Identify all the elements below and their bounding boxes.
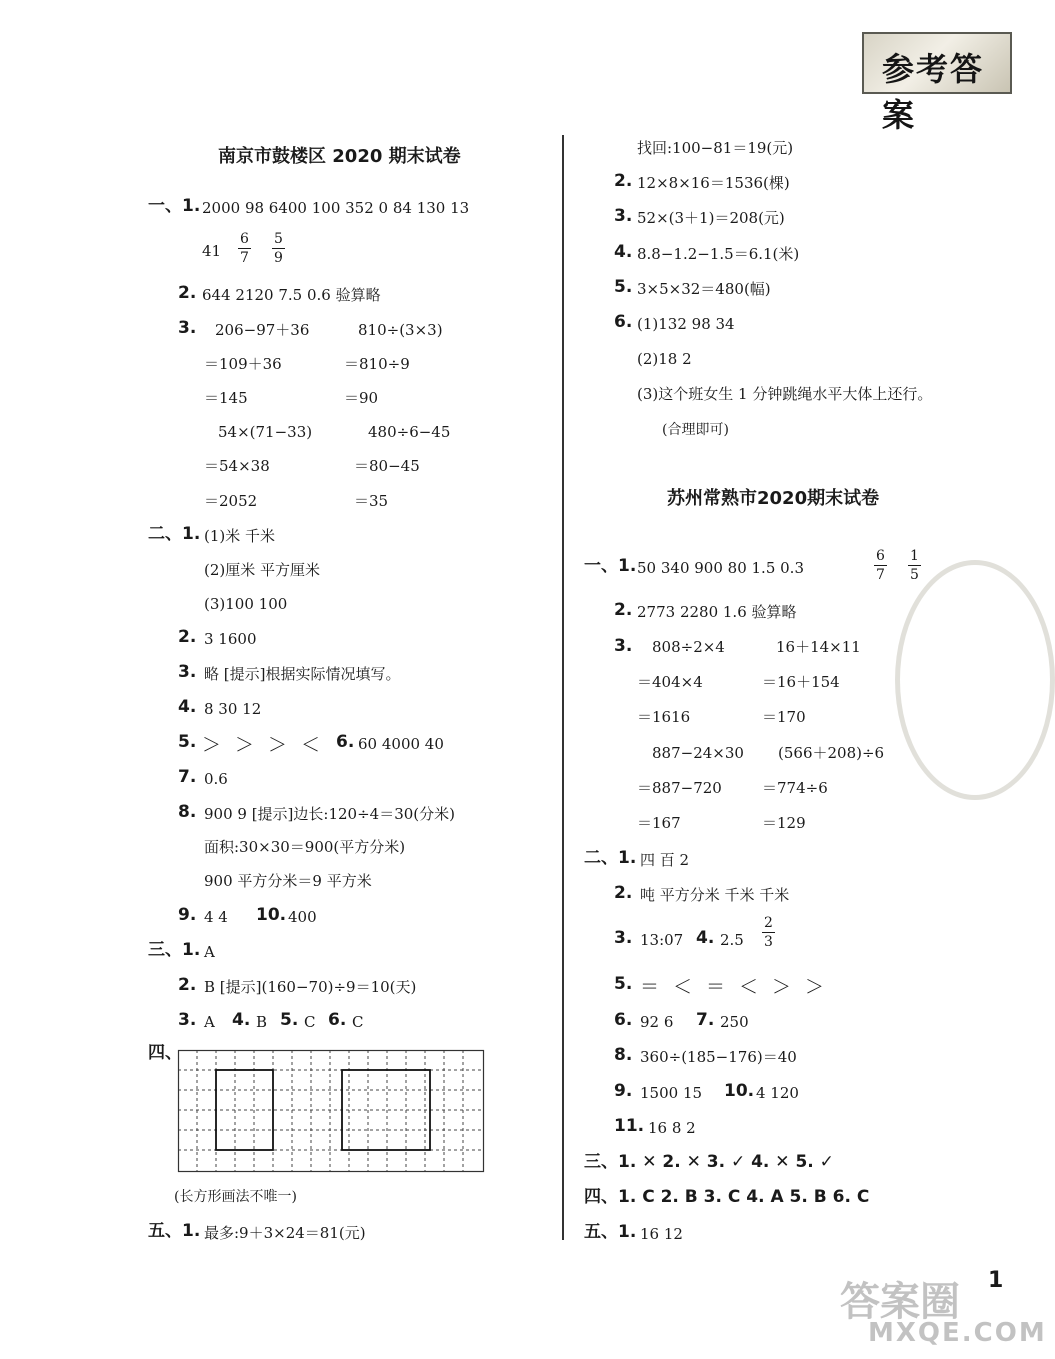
- answer-marker: 5.: [280, 1010, 299, 1030]
- fraction: [272, 231, 285, 266]
- answer-marker: 3.: [614, 636, 633, 656]
- comparison-symbols: ＝＜＝＜＞＞: [640, 976, 839, 998]
- answer-text: 0.6: [204, 770, 228, 788]
- answer-marker: 二、1.: [148, 524, 201, 544]
- answer-marker: 四、: [148, 1043, 182, 1063]
- answer-text: C: [304, 1013, 316, 1031]
- calc-step: ＝16＋154: [762, 673, 840, 691]
- fraction-denominator: 9: [274, 250, 283, 266]
- calc-step: 810÷(3×3): [358, 321, 443, 339]
- answer-marker: 3.: [178, 662, 197, 682]
- drawing-note: (长方形画法不唯一): [174, 1189, 297, 1205]
- column-divider: [562, 135, 564, 1240]
- watermark-url: MXQE.COM: [868, 1318, 1047, 1348]
- answer-text: 2000 98 6400 100 352 0 84 130 13: [202, 199, 470, 217]
- answer-text: 92 6: [640, 1013, 674, 1031]
- answer-text: (2)18 2: [637, 350, 692, 368]
- answer-marker: 9.: [614, 1081, 633, 1101]
- square-shape: [342, 1070, 430, 1150]
- answer-text: 16 12: [640, 1225, 683, 1243]
- calc-step: 887−24×30: [652, 744, 744, 762]
- judgment-answers: 三、1. ✕ 2. ✕ 3. ✓ 4. ✕ 5. ✓: [584, 1152, 834, 1172]
- fraction-denominator: 3: [764, 934, 773, 950]
- calc-step: ＝404×4: [637, 673, 703, 691]
- answer-text: (2)厘米 平方厘米: [204, 561, 321, 579]
- fraction-numerator: 5: [274, 231, 283, 247]
- answer-text: 41: [202, 242, 222, 260]
- fraction-denominator: 7: [240, 250, 249, 266]
- calc-step: ＝167: [637, 814, 681, 832]
- section-tab: [862, 32, 1012, 134]
- answer-note: (合理即可): [662, 422, 729, 438]
- calc-step: ＝2052: [204, 492, 258, 510]
- left-exam-title: 南京市鼓楼区 2020 期末试卷: [218, 146, 461, 167]
- calc-step: (566＋208)÷6: [778, 744, 885, 762]
- answer-marker: 3.: [614, 928, 633, 948]
- answer-text: 13:07: [640, 931, 684, 949]
- answer-marker: 4.: [232, 1010, 251, 1030]
- calc-step: ＝810÷9: [344, 355, 410, 373]
- calc-step: ＝887−720: [637, 779, 722, 797]
- answer-marker: 10.: [256, 905, 287, 925]
- answer-text: 找回:100−81＝19(元): [637, 139, 794, 157]
- calc-step: ＝80−45: [354, 457, 420, 475]
- answer-marker: 3.: [614, 206, 633, 226]
- fraction: [238, 231, 251, 266]
- answer-marker: 11.: [614, 1116, 645, 1136]
- calc-step: ＝90: [344, 389, 379, 407]
- answer-marker: 2.: [614, 171, 633, 191]
- answer-text: 60 4000 40: [358, 735, 444, 753]
- calc-step: 16＋14×11: [776, 638, 861, 656]
- answer-text: 吨 平方分米 千米 千米: [640, 886, 790, 904]
- answer-text: 900 平方分米＝9 平方米: [204, 872, 372, 890]
- answer-marker: 五、1.: [584, 1222, 637, 1242]
- answer-text: 644 2120 7.5 0.6 验算略: [202, 286, 381, 304]
- calc-step: 808÷2×4: [652, 638, 725, 656]
- answer-text: 面积:30×30＝900(平方分米): [204, 838, 406, 856]
- fraction-numerator: 2: [764, 915, 773, 931]
- answer-marker: 五、1.: [148, 1221, 201, 1241]
- answer-marker: 5.: [178, 732, 197, 752]
- seal-stamp: [895, 560, 1055, 800]
- answer-text: 900 9 [提示]边长:120÷4＝30(分米): [204, 805, 456, 823]
- calc-step: ＝170: [762, 708, 806, 726]
- answer-marker: 二、1.: [584, 848, 637, 868]
- answer-text: 四 百 2: [640, 851, 690, 869]
- calc-step: ＝774÷6: [762, 779, 828, 797]
- answer-text: (1)米 千米: [204, 527, 276, 545]
- answer-text: 50 340 900 80 1.5 0.3: [637, 559, 804, 577]
- fraction-numerator: 6: [876, 548, 885, 564]
- answer-marker: 5.: [614, 974, 633, 994]
- answer-marker: 2.: [178, 627, 197, 647]
- answer-text: 4 4: [204, 908, 228, 926]
- answer-marker: 7.: [178, 767, 197, 787]
- fraction: [762, 915, 775, 950]
- answer-text: 3 1600: [204, 630, 257, 648]
- page-number: 1: [988, 1268, 1004, 1293]
- answer-text: 400: [288, 908, 317, 926]
- fraction-numerator: 1: [910, 548, 919, 564]
- answer-marker: 3.: [178, 1010, 197, 1030]
- fraction-denominator: 5: [910, 567, 919, 583]
- calc-step: ＝129: [762, 814, 806, 832]
- answer-text: C: [352, 1013, 364, 1031]
- answer-text: 12×8×16＝1536(棵): [637, 174, 790, 192]
- answer-marker: 三、1.: [148, 940, 201, 960]
- answer-text: 略 [提示]根据实际情况填写。: [204, 665, 401, 683]
- section-tab-label: 参考答案: [882, 50, 985, 134]
- calc-step: ＝109＋36: [204, 355, 282, 373]
- answer-text: A: [204, 1013, 215, 1031]
- answer-text: B [提示](160−70)÷9＝10(天): [204, 978, 417, 996]
- answer-marker: 6.: [328, 1010, 347, 1030]
- answer-text: 2.5: [720, 931, 744, 949]
- right-exam-title: 苏州常熟市2020期末试卷: [667, 488, 880, 509]
- answer-marker: 5.: [614, 277, 633, 297]
- answer-text: 8 30 12: [204, 700, 262, 718]
- answer-marker: 3.: [178, 318, 197, 338]
- answer-text: 3×5×32＝480(幅): [637, 280, 771, 298]
- fraction-denominator: 7: [876, 567, 885, 583]
- calc-step: 54×(71−33): [218, 423, 313, 441]
- fraction: [874, 548, 887, 583]
- watermark-logo: 答案圈: [840, 1279, 960, 1325]
- answer-marker: 4.: [696, 928, 715, 948]
- calc-step: ＝1616: [637, 708, 691, 726]
- grid-drawing: [178, 1050, 484, 1172]
- answer-text: 4 120: [756, 1084, 799, 1102]
- answer-text: 2773 2280 1.6 验算略: [637, 603, 797, 621]
- fraction: [908, 548, 921, 583]
- answer-marker: 2.: [614, 883, 633, 903]
- answer-text: 8.8−1.2−1.5＝6.1(米): [637, 245, 800, 263]
- answer-text: (3)100 100: [204, 595, 288, 613]
- answer-marker: 4.: [614, 242, 633, 262]
- answer-text: 16 8 2: [648, 1119, 696, 1137]
- calc-step: 206−97＋36: [215, 321, 310, 339]
- comparison-symbols: ＞＞＞＜: [202, 734, 335, 756]
- answer-text: (1)132 98 34: [637, 315, 735, 333]
- answer-marker: 4.: [178, 697, 197, 717]
- answer-marker: 8.: [614, 1045, 633, 1065]
- calc-step: ＝145: [204, 389, 248, 407]
- calc-step: ＝54×38: [204, 457, 270, 475]
- answer-marker: 10.: [724, 1081, 755, 1101]
- answer-marker: 一、1.: [148, 196, 201, 216]
- answer-marker: 6.: [614, 312, 633, 332]
- answer-marker: 6.: [614, 1010, 633, 1030]
- answer-marker: 2.: [178, 975, 197, 995]
- answer-marker: 一、1.: [584, 556, 637, 576]
- calc-step: ＝35: [354, 492, 389, 510]
- answer-text: 最多:9＋3×24＝81(元): [204, 1224, 366, 1242]
- calc-step: 480÷6−45: [368, 423, 451, 441]
- answer-text: B: [256, 1013, 268, 1031]
- choice-answers: 四、1. C 2. B 3. C 4. A 5. B 6. C: [584, 1187, 870, 1207]
- answer-marker: 2.: [614, 600, 633, 620]
- fraction-numerator: 6: [240, 231, 249, 247]
- answer-text: A: [204, 943, 215, 961]
- answer-text: 1500 15: [640, 1084, 703, 1102]
- answer-text: 52×(3＋1)＝208(元): [637, 209, 785, 227]
- answer-marker: 2.: [178, 283, 197, 303]
- answer-marker: 9.: [178, 905, 197, 925]
- answer-text: 250: [720, 1013, 749, 1031]
- answer-marker: 7.: [696, 1010, 715, 1030]
- answer-marker: 8.: [178, 802, 197, 822]
- answer-text: (3)这个班女生 1 分钟跳绳水平大体上还行。: [637, 385, 933, 403]
- answer-marker: 6.: [336, 732, 355, 752]
- answer-text: 360÷(185−176)＝40: [640, 1048, 797, 1066]
